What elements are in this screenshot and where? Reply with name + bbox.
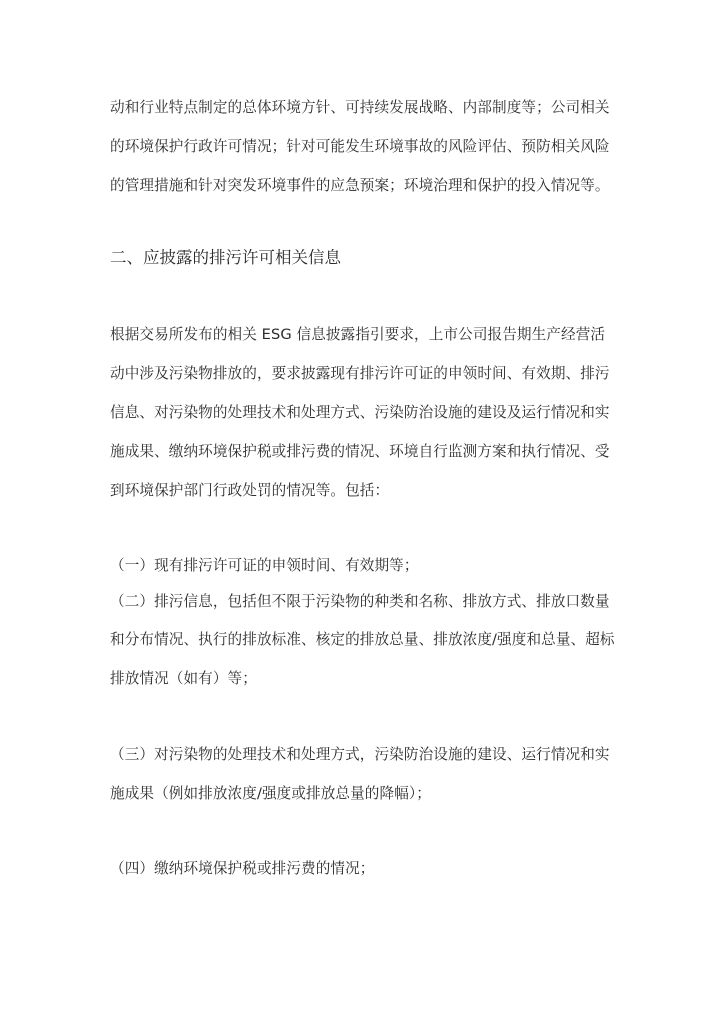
intro-line-1: 动和行业特点制定的总体环境方针、可持续发展战略、内部制度等；公司相关 — [110, 99, 610, 116]
item-2-line-3: 排放情况（如有）等； — [110, 670, 257, 687]
item-4-line-1: （四）缴纳环境保护税或排污费的情况； — [110, 860, 375, 877]
item-1-line-1: （一）现有排污许可证的申领时间、有效期等； — [110, 557, 419, 574]
body-line-4: 施成果、缴纳环境保护税或排污费的情况、环境自行监测方案和执行情况、受 — [110, 443, 610, 460]
body-line-2: 动中涉及污染物排放的，要求披露现有排污许可证的申领时间、有效期、排污 — [110, 365, 610, 382]
item-3-line-2: 施成果（例如排放浓度/强度或排放总量的降幅）； — [110, 785, 431, 802]
item-3-line-1: （三）对污染物的处理技术和处理方式，污染防治设施的建设、运行情况和实 — [110, 746, 610, 763]
section-heading: 二、应披露的排污许可相关信息 — [110, 248, 341, 267]
intro-line-3: 的管理措施和针对突发环境事件的应急预案；环境治理和保护的投入情况等。 — [110, 177, 610, 194]
body-line-3: 信息、对污染物的处理技术和处理方式、污染防治设施的建设及运行情况和实 — [110, 404, 610, 421]
intro-line-2: 的环境保护行政许可情况；针对可能发生环境事故的风险评估、预防相关风险 — [110, 138, 610, 155]
body-line-5: 到环境保护部门行政处罚的情况等。包括： — [110, 482, 390, 499]
item-2-line-2: 和分布情况、执行的排放标准、核定的排放总量、排放浓度/强度和总量、超标 — [110, 631, 615, 648]
body-line-1: 根据交易所发布的相关 ESG 信息披露指引要求，上市公司报告期生产经营活 — [110, 326, 606, 343]
item-2-line-1: （二）排污信息，包括但不限于污染物的种类和名称、排放方式、排放口数量 — [110, 593, 610, 610]
